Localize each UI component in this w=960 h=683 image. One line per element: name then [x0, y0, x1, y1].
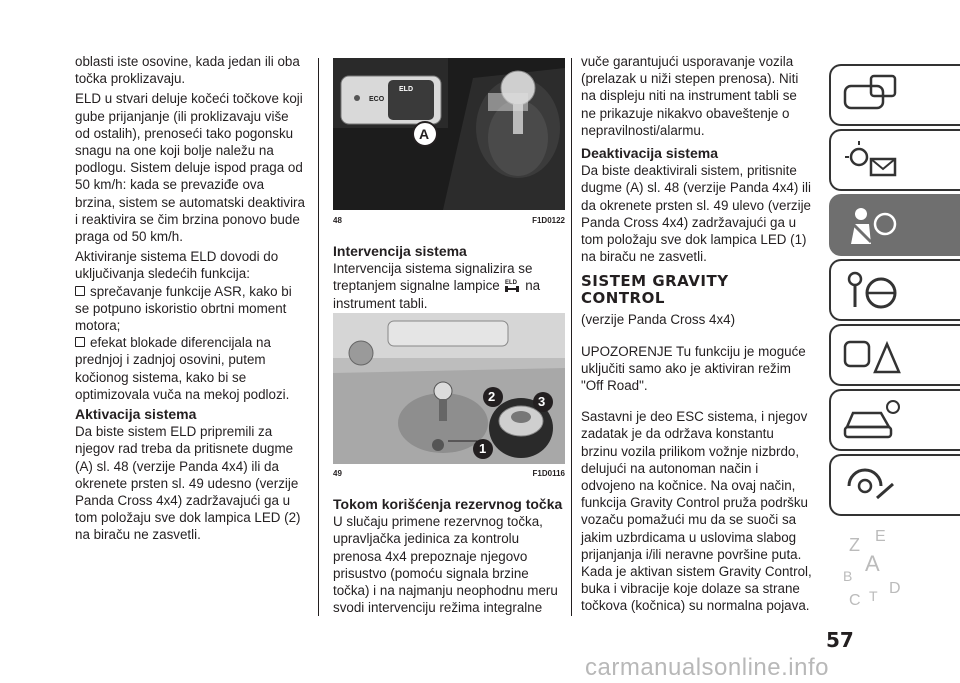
tab-emergency[interactable] [829, 324, 960, 386]
chapter-heading-line: SISTEM GRAVITY [581, 272, 729, 291]
section-heading: Intervencija sistema [333, 243, 467, 259]
callout-1: 1 [479, 441, 487, 456]
chapter-heading-line: CONTROL [581, 289, 665, 308]
section-heading: Tokom korišćenja rezervnog točka [333, 496, 563, 512]
column-divider [571, 58, 572, 616]
watermark: carmanualsonline.info [585, 654, 829, 681]
tab-safety[interactable] [829, 194, 960, 256]
paragraph: na instrument tabli. [333, 278, 541, 311]
index-letter: C [849, 592, 861, 609]
tab-maintenance[interactable] [829, 389, 960, 451]
section-heading: Deaktivacija sistema [581, 145, 718, 162]
figure-48-caption [333, 216, 565, 225]
warning-paragraph: UPOZORENJE Tu funkciju je moguće uključiti samo ako je aktiviran režim "Off Road". [581, 343, 806, 394]
paragraph: Da biste deaktivirali sistem, pritisnite dugme (A) sl. 48 (verzije Panda 4x4) ili da okrenete prsten sl. 49 ulevo (verzije Panda Cross 4x4) zadržavajući ga u tom položaju sve dok lampica LED (1) na biraču ne zasvetli. [581, 163, 811, 265]
tab-technical-data[interactable] [829, 454, 960, 516]
svg-text:ELD: ELD [505, 280, 518, 287]
paragraph: oblasti iste osovine, kada jedan ili oba točka proklizavaju. [75, 54, 300, 87]
paragraph: Sastavni je deo ESC sistema, i njegov zadatak je da održava konstantu brzinu vozila prilikom vožnje nizbrdo, delujući na autonoman način i odvojeno na kočnice. Na ovaj način, funkcija Gravity Control pruža podršku vozaču pomažući mu da se suoči sa jakim uzbrdicama u uslovima slabog prijanjanja i/ili neravne površine puta. Kada je aktivan sistem Gravity Control, buka i vibracije koje dolaze sa strane točkova (kočnica) su normalna pojava. [581, 409, 812, 614]
figure-49-caption [333, 469, 565, 478]
column-middle-bottom [333, 494, 565, 619]
callout-3: 3 [538, 394, 546, 409]
index-letter: A [865, 551, 880, 576]
callout-2: 2 [488, 389, 496, 404]
alphabetical-index-icon [839, 525, 919, 615]
paragraph: (verzije Panda Cross 4x4) [581, 312, 736, 328]
chapter-heading [581, 273, 813, 307]
index-letter: D [889, 580, 901, 597]
car-service-icon [841, 397, 901, 445]
callout-a: A [419, 126, 430, 142]
column-left [75, 53, 307, 547]
figure-code: F1D0116 [532, 469, 565, 478]
technical-data-icon [841, 462, 901, 510]
tab-index[interactable] [829, 519, 960, 611]
eco-label: ECO [369, 96, 385, 103]
bullet-item: efekat blokade diferencijala na prednjoj i zadnjoj osovini, putem kočionog sistema, kako bi se optimizovala vuča na mekoj podlozi. [75, 334, 307, 403]
eld-warning-icon [503, 278, 521, 292]
eld-label: ELD [399, 86, 413, 93]
index-letter: T [869, 588, 878, 604]
figure-48 [333, 58, 565, 210]
index-letter: B [843, 568, 853, 584]
tab-starting-driving[interactable] [829, 259, 960, 321]
paragraph: Da biste sistem ELD pripremili za njegov rad treba da pritisnete dugme (A) sl. 48 (verzije Panda 4x4) ili da okrenete prsten sl. 49 udesno (verzije Panda Cross 4x4) zadržavajući ga u tom položaju sve dok lampica LED (2) na biraču ne zasvetli. [75, 424, 301, 543]
figure-49 [333, 313, 565, 464]
paragraph: Aktiviranje sistema ELD dovodi do uključivanja sledećih funkcija: [75, 249, 279, 282]
paragraph: vuče garantujući usporavanje vozila (prelazak u niži stepen prenosa). Niti na displeju niti na instrument tabli se ne prikazuje nikakvo obaveštenje o nepravilnosti/alarmu. [581, 54, 799, 138]
paragraph: U slučaju primene rezervnog točka, upravljačka jedinica za kontrolu prenosa 4x4 prepoznaje njegovo prisustvo (pomoću signala brzine točka) i na najmanju neophodnu meru svodi intervenciju režima integralne [333, 514, 558, 616]
paragraph: Intervencija sistema signalizira se treptanjem signalne lampice [333, 261, 533, 294]
figure-number: 49 [333, 469, 342, 478]
figure-code: F1D0122 [532, 216, 565, 225]
figure-number: 48 [333, 216, 342, 225]
car-dashboard-icon [841, 72, 901, 120]
tab-dashboard[interactable] [829, 64, 960, 126]
column-middle-top [333, 241, 565, 312]
emergency-triangle-icon [841, 332, 901, 380]
bullet-item: sprečavanje funkcije ASR, kako bi se potpuno iskoristio obrtni moment motora; [75, 283, 307, 335]
seatbelt-airbag-icon [841, 202, 901, 250]
index-letter: Z [849, 535, 860, 555]
column-right [581, 53, 813, 618]
tab-warning-lights[interactable] [829, 129, 960, 191]
index-letter: E [875, 528, 886, 545]
figure-48-illustration [333, 58, 565, 210]
figure-49-illustration [333, 313, 565, 464]
steering-key-icon [841, 267, 901, 315]
page-number: 57 [826, 628, 854, 652]
section-heading: Aktivacija sistema [75, 406, 197, 423]
column-divider [318, 58, 319, 616]
warning-light-message-icon [841, 137, 901, 185]
paragraph: ELD u stvari deluje kočeći točkove koji gube prijanjanje (ili proklizavaju više od ostalih), prenoseći tako pogonsku snagu na one koji bolje naležu na podlogu. Sistem deluje ispod praga od 50 km/h: kada se prevaziđe ova brzina, sistem se automatski deaktivira i reaktivira se čim brzina ponovo bude praga od 50 km/h. [75, 91, 305, 245]
